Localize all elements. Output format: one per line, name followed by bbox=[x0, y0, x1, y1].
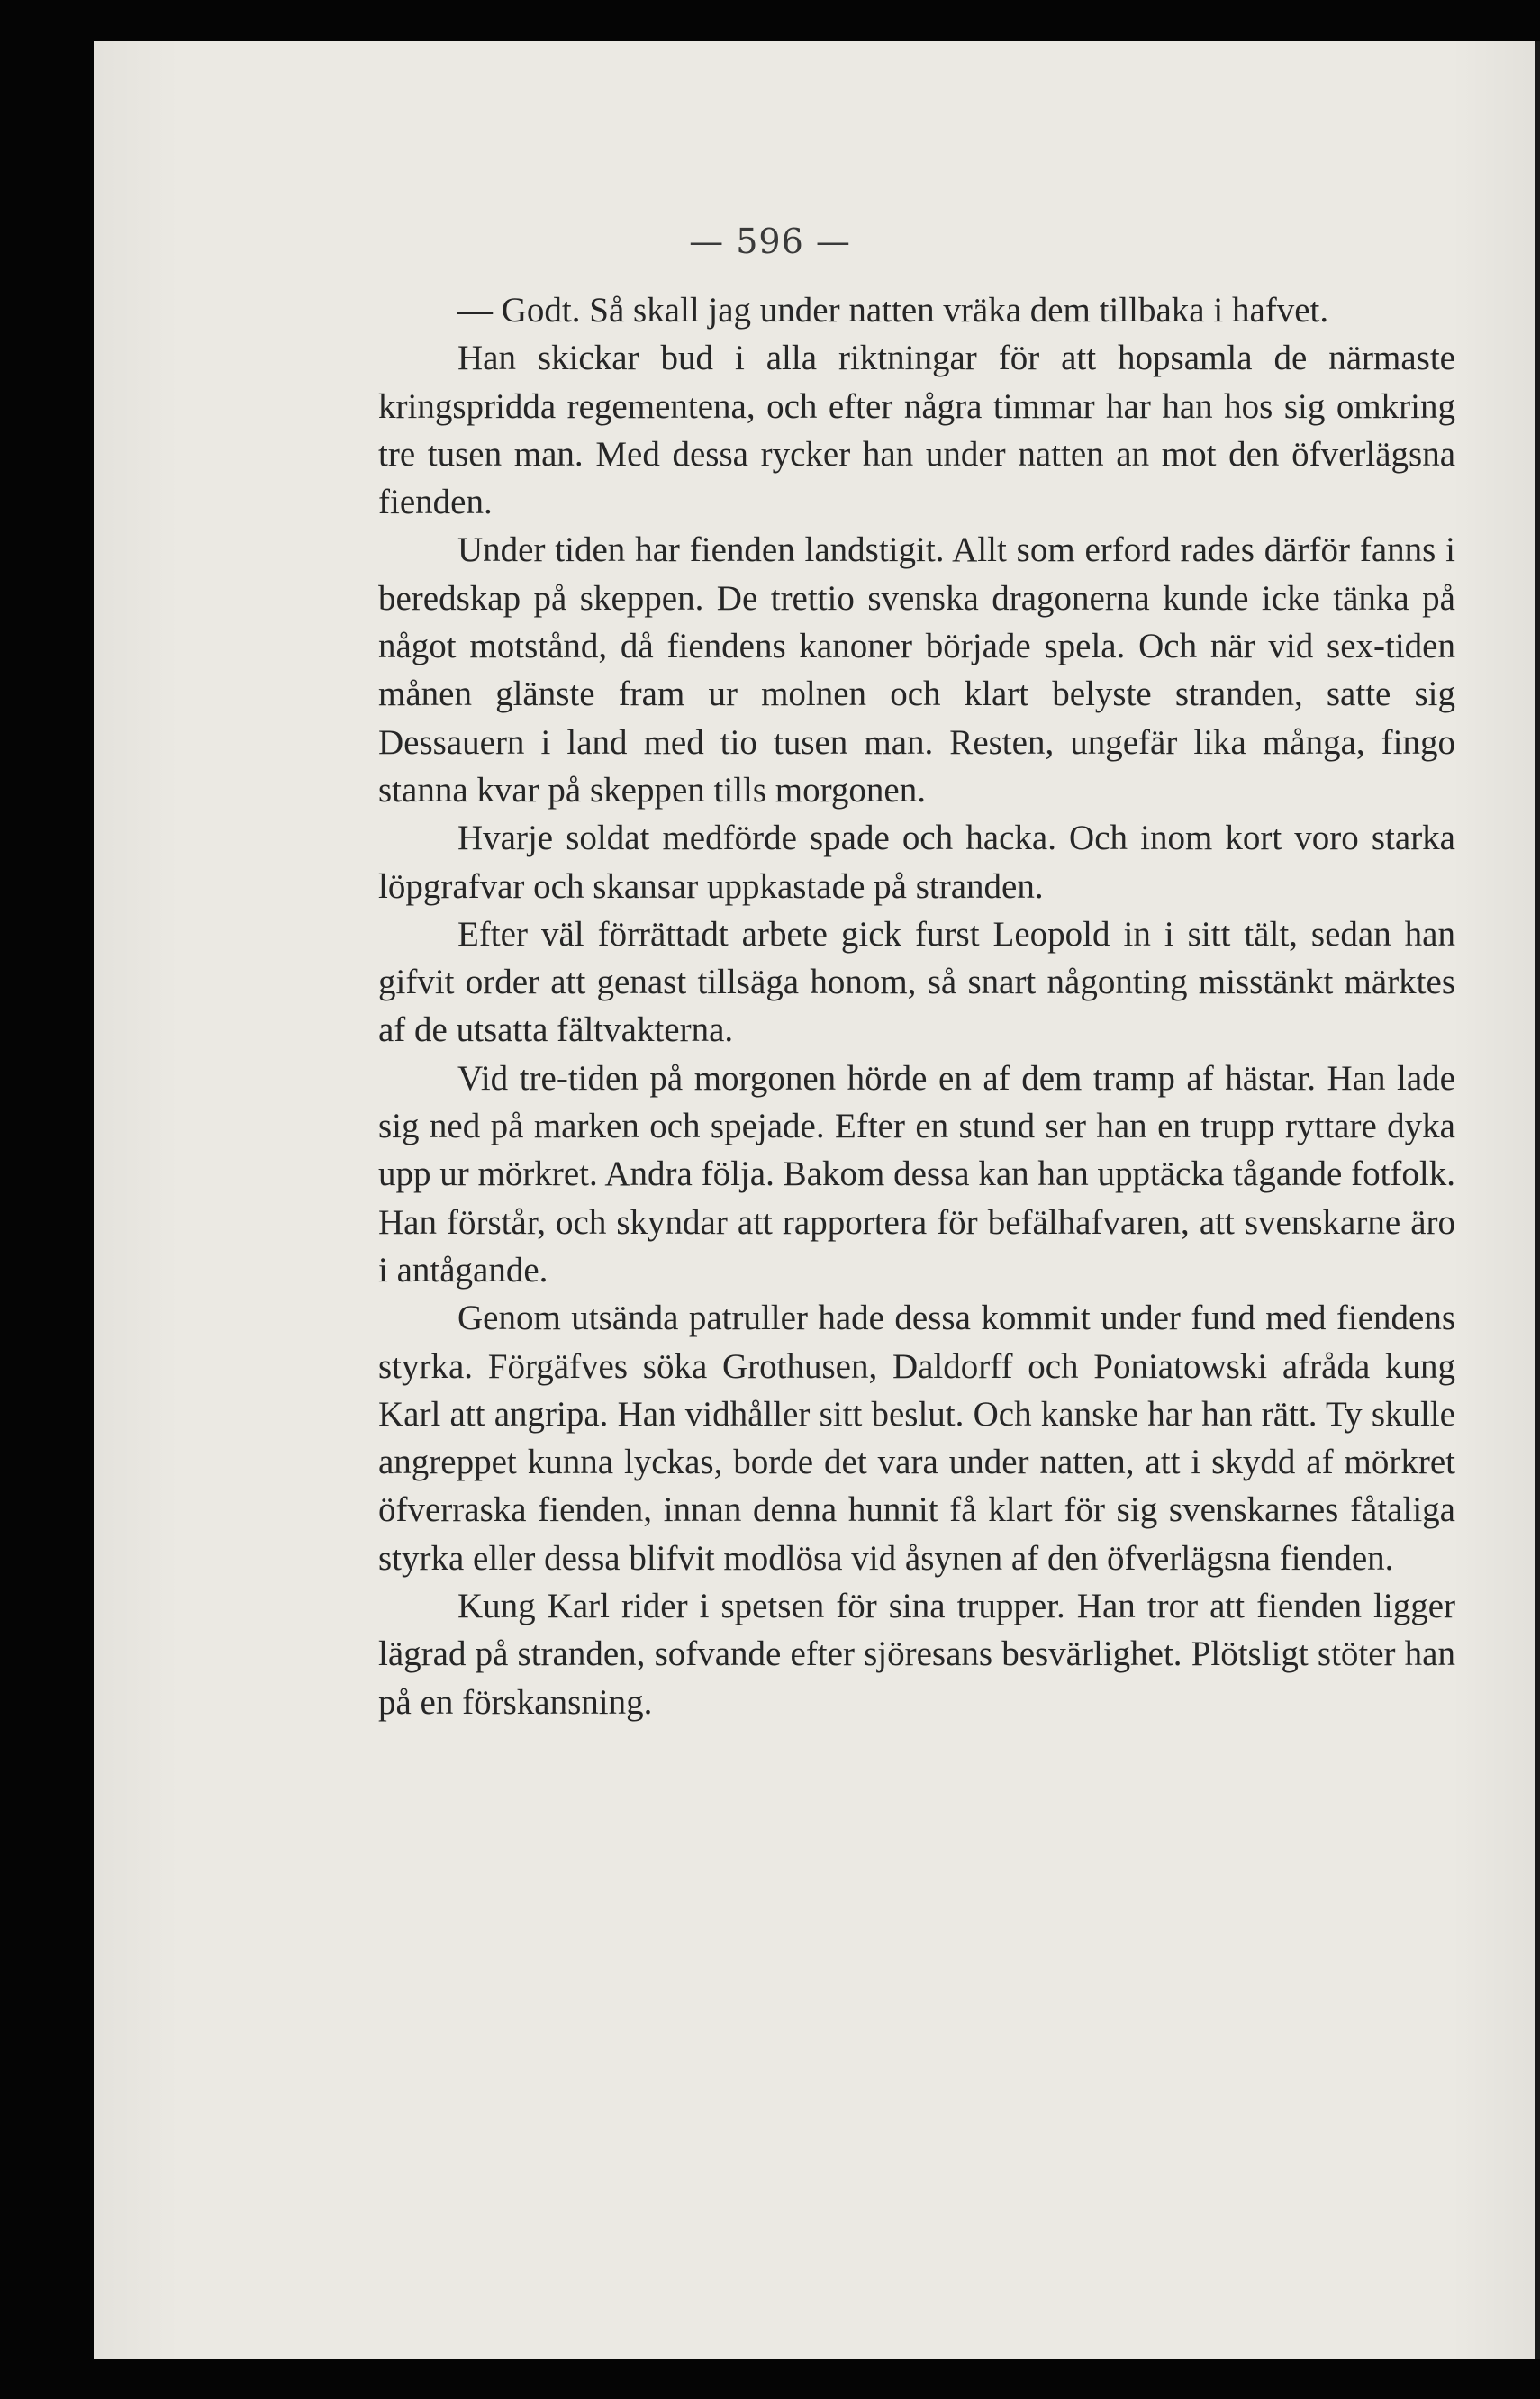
page-number: — 596 — bbox=[689, 222, 851, 261]
page-edge-shadow bbox=[1535, 41, 1540, 2359]
paragraph: Under tiden har fienden landstigit. Allt som erford rades därför fanns i beredskap på skeppen. De trettio svenska dragonerna kunde icke tänka på något motstånd, då fiendens kanoner började spela. Och när vid sex-tiden månen glänste fram ur molnen och klart belyste stranden, satte sig Dessauern i land med tio tusen man. Resten, ungefär lika många, fingo stanna kvar på skeppen tills morgonen. bbox=[378, 530, 1455, 810]
paragraph: Genom utsända patruller hade dessa kommit under fund med fiendens styrka. Förgäfves söka Grothusen, Daldorff och Poniatowski afråda kung Karl att angripa. Han vidhåller sitt beslut. Och kanske har han rätt. Ty skulle angreppet kunna lyckas, borde det vara under natten, att i skydd af mörkret öfverraska fienden, innan denna hunnit få klart för sig svenskarnes fåtaliga styrka eller dessa blifvit modlösa vid åsynen af den öfverlägsna fienden. bbox=[378, 1299, 1455, 1578]
paragraph: Han skickar bud i alla riktningar för att hopsamla de närmaste kringspridda regementena, och efter några timmar har han hos sig omkring tre tusen man. Med dessa rycker han under natten an mot den öfverlägsna fienden. bbox=[378, 339, 1455, 522]
paragraph: — Godt. Så skall jag under natten vräka dem tillbaka i hafvet. bbox=[457, 291, 1329, 330]
paragraph: Kung Karl rider i spetsen för sina trupper. Han tror att fienden ligger lägrad på stranden, sofvande efter sjöresans besvärlighet. Plötsligt stöter han på en förskansning. bbox=[378, 1587, 1455, 1722]
paragraph: Hvarje soldat medförde spade och hacka. Och inom kort voro starka löpgrafvar och skansar uppkastade på stranden. bbox=[378, 819, 1455, 906]
body-text bbox=[378, 286, 1455, 1726]
paragraph: Efter väl förrättadt arbete gick furst Leopold in i sitt tält, sedan han gifvit order att genast tillsäga honom, så snart någonting misstänkt märktes af de utsatta fältvakterna. bbox=[378, 914, 1455, 1050]
paragraph: Vid tre-tiden på morgonen hörde en af dem tramp af hästar. Han lade sig ned på marken och spejade. Efter en stund ser han en trupp ryttare dyka upp ur mörkret. Andra följa. Bakom dessa kan han upptäcka tågande fotfolk. Han förstår, och skyndar att rapportera för befälhafvaren, att svenskarne äro i antågande. bbox=[378, 1058, 1455, 1290]
